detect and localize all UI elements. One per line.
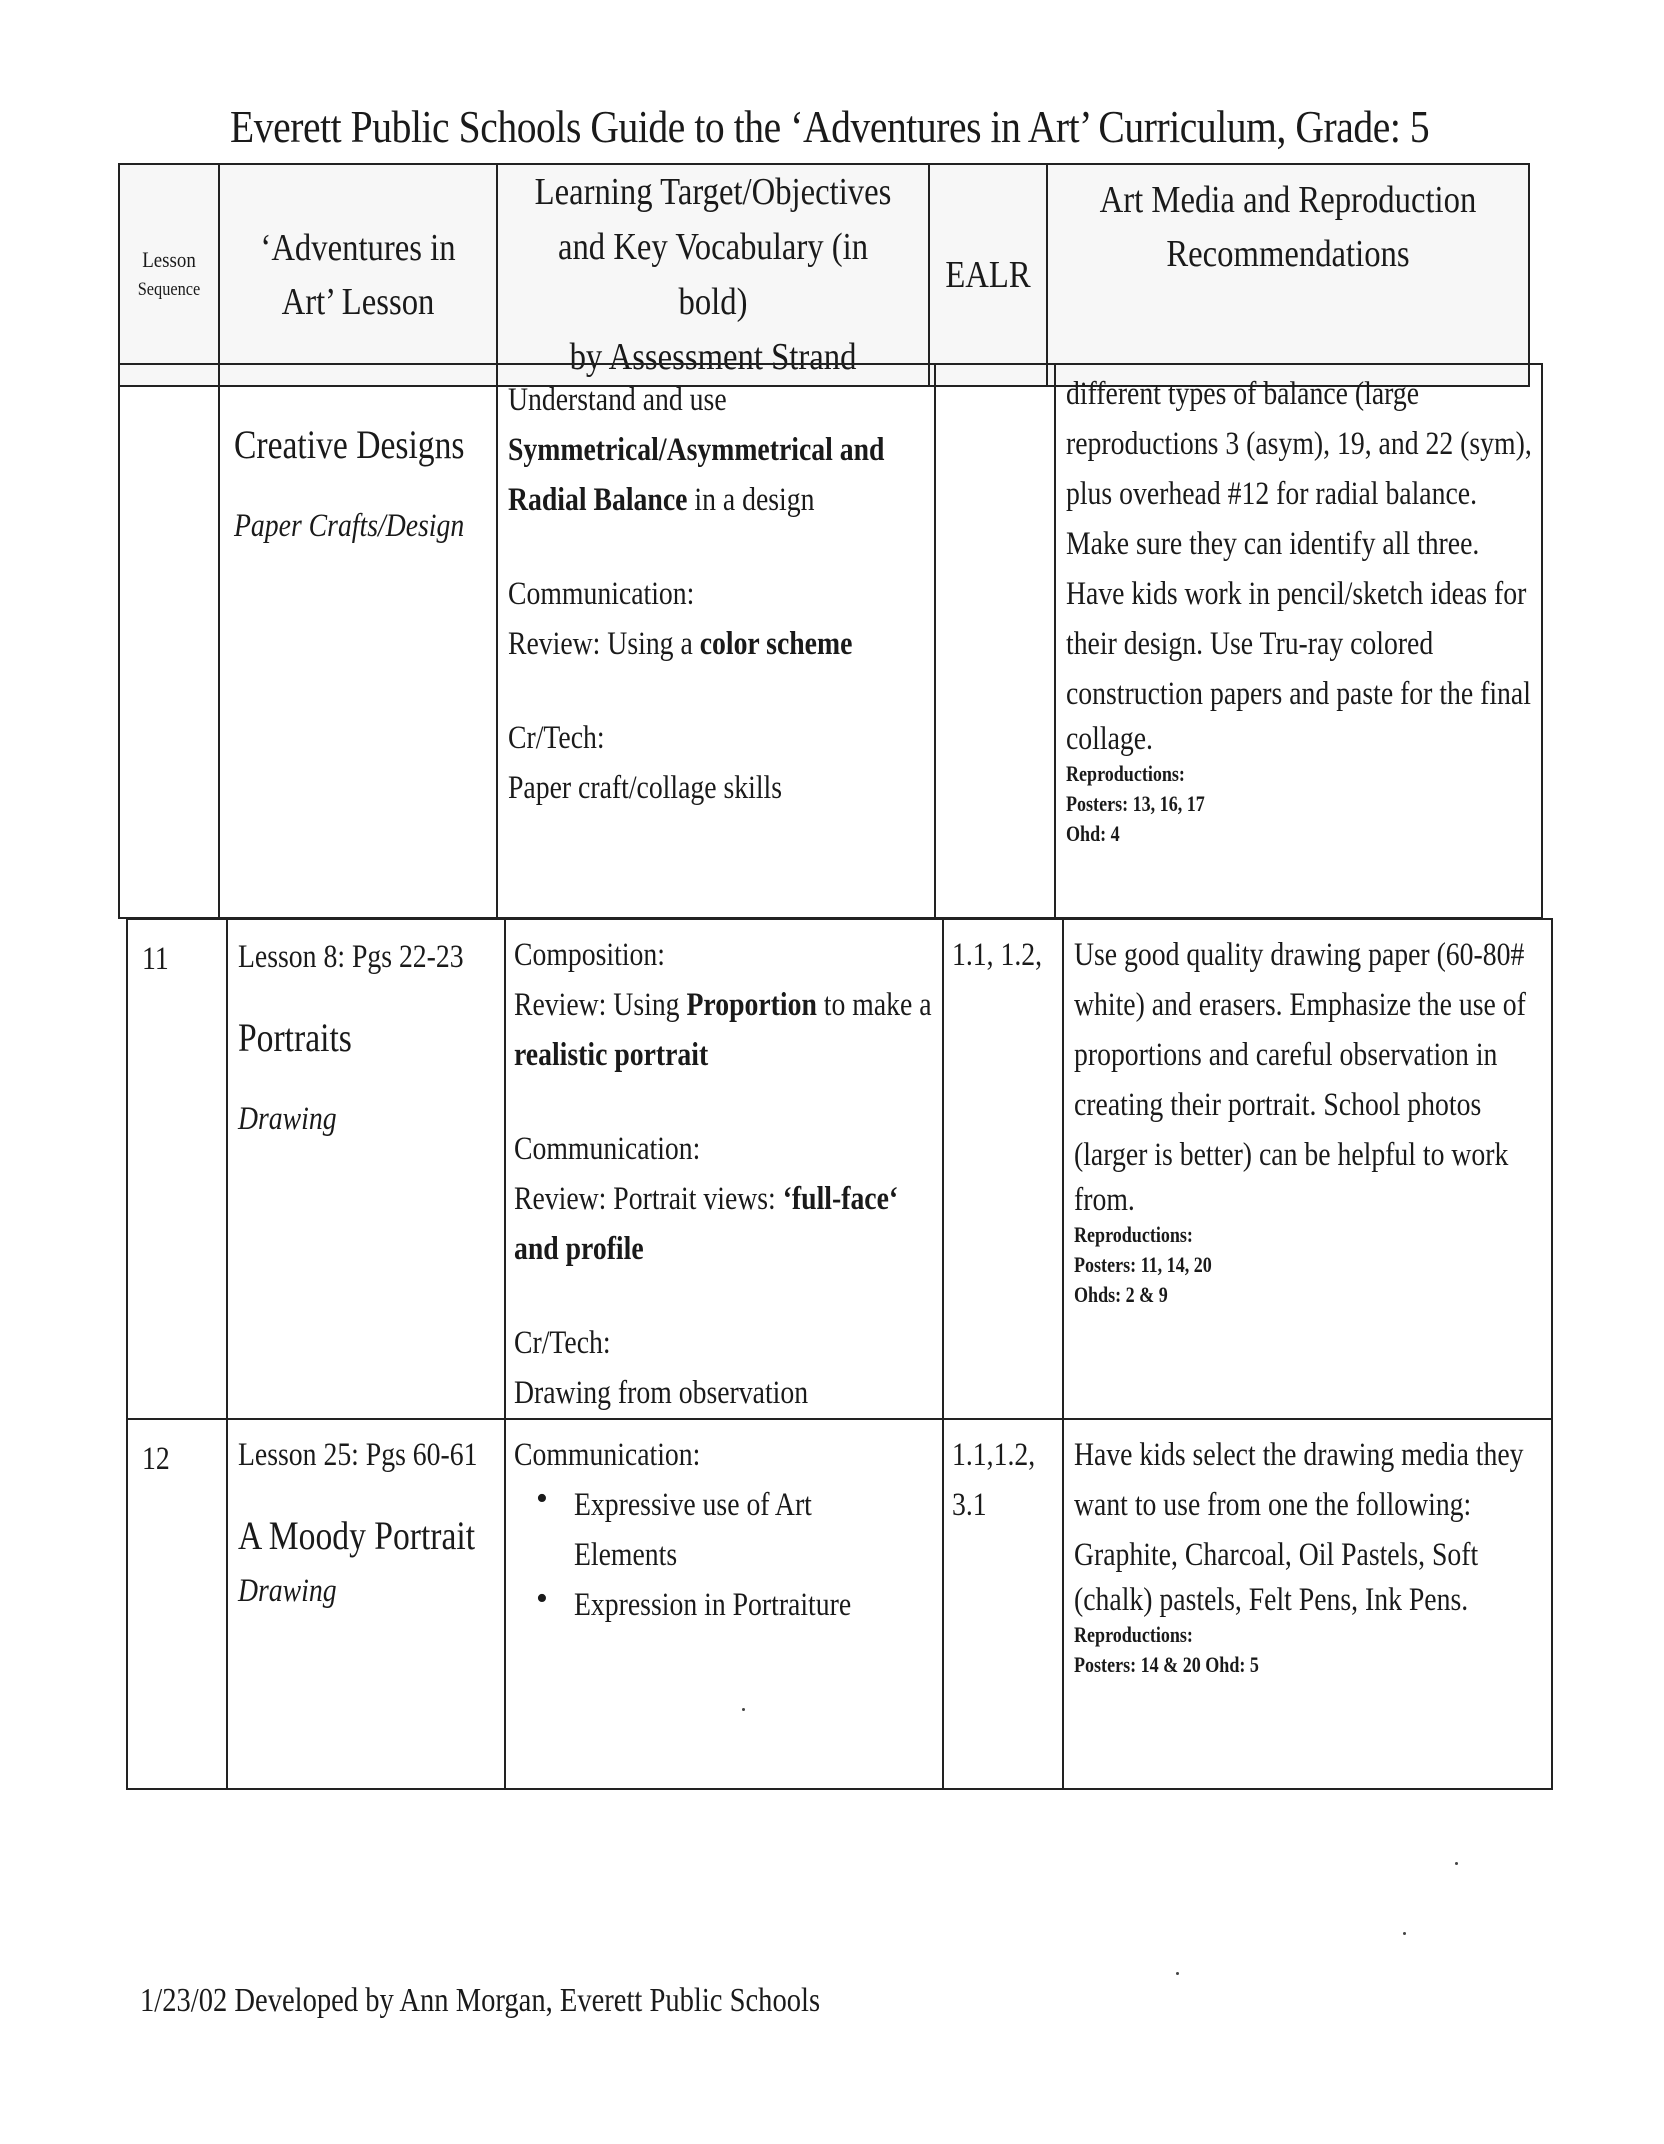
strand-label: Communication: bbox=[508, 576, 695, 612]
strand-label: Cr/Tech: bbox=[514, 1325, 611, 1361]
lesson-sequence-cell: 11 bbox=[127, 919, 227, 1419]
header-art-media: Art Media and Reproduction Recommendations bbox=[1047, 164, 1529, 386]
scan-speck bbox=[1176, 1972, 1179, 1975]
lesson-title: A Moody Portrait bbox=[238, 1513, 476, 1558]
scan-speck bbox=[742, 1708, 745, 1711]
lesson-cell bbox=[227, 919, 505, 1419]
table-row bbox=[127, 919, 1552, 1419]
footer-credit: 1/23/02 Developed by Ann Morgan, Everett Public Schools bbox=[140, 1982, 821, 2019]
list-item: • Expressive use of Art Elements bbox=[574, 1480, 942, 1580]
media-cell: Use good quality drawing paper (60-80# white) and erasers. Emphasize the use of proportions and careful observation in creating their portrait. School photos (larger is better) can be helpful to work from. Reproductions: Posters: 11, 14, 20 Ohds: 2 & 9 bbox=[1063, 919, 1552, 1419]
objectives-cell bbox=[505, 1419, 943, 1789]
objectives-cell: Understand and use Symmetrical/Asymmetrical and Radial Balance in a design Communication: Review: Using a color scheme Cr/Tech: Paper craft/collage skills bbox=[497, 364, 935, 918]
column-header-table bbox=[118, 163, 1530, 387]
lesson-sequence-cell: 12 bbox=[127, 1419, 227, 1789]
lesson-medium: Paper Crafts/Design bbox=[234, 508, 465, 544]
strand-label: Communication: bbox=[514, 1437, 701, 1473]
lesson-title: Creative Designs bbox=[234, 422, 465, 467]
lesson-sequence-cell bbox=[119, 364, 219, 918]
reproductions-label: Reproductions: bbox=[1066, 761, 1185, 786]
media-cell: different types of balance (large reproductions 3 (asym), 19, and 22 (sym), plus overhead #12 for radial balance. Make sure they can identify all three. Have kids work in pencil/sketch ideas for their design. Use Tru-ray colored construction papers and paste for the final collage. Reproductions: Posters: 13, 16, 17 Ohd: 4 bbox=[1055, 364, 1542, 918]
lesson-title: Portraits bbox=[238, 1015, 352, 1060]
list-item: • Expression in Portraiture bbox=[574, 1580, 942, 1630]
reproductions-label: Reproductions: bbox=[1074, 1622, 1193, 1647]
lesson-cell bbox=[219, 364, 497, 918]
table-row bbox=[119, 364, 1542, 918]
scan-speck bbox=[1455, 1862, 1458, 1865]
lesson-table-part1 bbox=[118, 363, 1543, 919]
lesson-cell bbox=[227, 1419, 505, 1789]
scan-speck bbox=[1403, 1932, 1406, 1935]
table-row bbox=[127, 1419, 1552, 1789]
ealr-cell: 1.1, 1.2, bbox=[943, 919, 1063, 1419]
media-cell: Have kids select the drawing media they want to use from one the following: Graphite, Charcoal, Oil Pastels, Soft (chalk) pastels, Felt Pens, Ink Pens. Reproductions: Posters: 14 & 20 Ohd: 5 bbox=[1063, 1419, 1552, 1789]
ealr-cell: 1.1,1.2, 3.1 bbox=[943, 1419, 1063, 1789]
header-adventures-lesson: ‘Adventures in Art’ Lesson bbox=[219, 164, 497, 386]
lesson-ref: Lesson 25: Pgs 60-61 bbox=[238, 1437, 478, 1473]
lesson-table-part2 bbox=[126, 918, 1553, 1790]
header-lesson-sequence: Lesson Sequence bbox=[119, 164, 219, 386]
ealr-cell bbox=[935, 364, 1055, 918]
strand-label: Cr/Tech: bbox=[508, 720, 605, 756]
strand-label: Composition: bbox=[514, 937, 665, 973]
objective-list bbox=[514, 1480, 942, 1630]
lesson-ref: Lesson 8: Pgs 22-23 bbox=[238, 939, 464, 975]
lesson-medium: Drawing bbox=[238, 1573, 337, 1609]
lesson-medium: Drawing bbox=[238, 1101, 337, 1137]
objectives-cell: Composition: Review: Using Proportion to make a realistic portrait Communication: Review: Portrait views: ‘full-face‘ and profile Cr/Tech: Drawing from observation bbox=[505, 919, 943, 1419]
strand-label: Communication: bbox=[514, 1131, 701, 1167]
header-learning-target: Learning Target/Objectives and Key Vocabulary (in bold) by Assessment Strand bbox=[497, 164, 929, 386]
header-ealr: EALR bbox=[929, 164, 1047, 386]
page-title: Everett Public Schools Guide to the ‘Adventures in Art’ Curriculum, Grade: 5 bbox=[230, 101, 1430, 152]
reproductions-label: Reproductions: bbox=[1074, 1222, 1193, 1247]
